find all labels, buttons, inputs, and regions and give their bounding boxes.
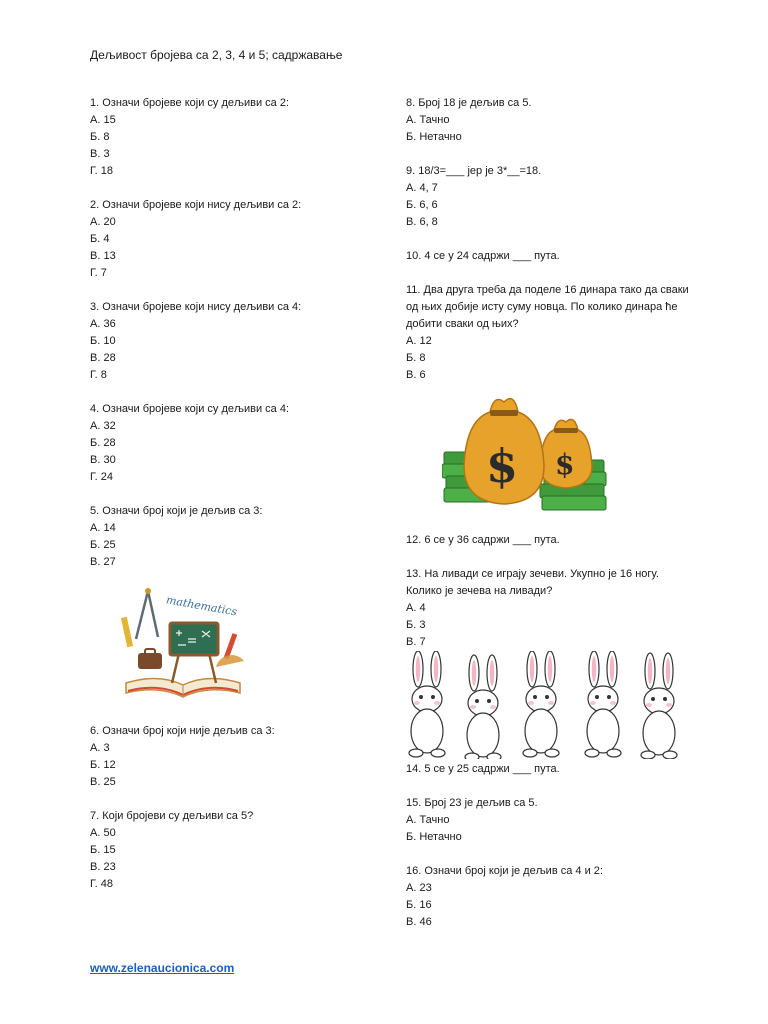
question-6	[90, 723, 390, 791]
answer-option[interactable]: В. 3	[90, 148, 110, 160]
question-text: 9. 18/3=___ јер је 3*__=18.	[406, 165, 542, 177]
mathematics-illustration	[118, 581, 248, 706]
question-9	[406, 163, 696, 231]
svg-text:$: $	[555, 448, 575, 481]
answer-option[interactable]: А. 3	[90, 742, 110, 754]
rabbit-5	[641, 653, 677, 759]
question-13	[406, 566, 696, 759]
answer-option[interactable]: Б. 16	[406, 899, 432, 911]
footer-website-link[interactable]: www.zelenaucionica.com	[90, 961, 235, 975]
question-text: 6. Означи број који није дељив са 3:	[90, 725, 275, 737]
answer-option[interactable]: А. 23	[406, 882, 432, 894]
money-bags-illustration	[442, 390, 612, 515]
question-3	[90, 299, 390, 384]
answer-option[interactable]: А. 15	[90, 114, 116, 126]
answer-option[interactable]: А. 12	[406, 335, 432, 347]
answer-option[interactable]: В. 6	[406, 369, 426, 381]
question-text: 15. Број 23 је дељив са 5.	[406, 797, 538, 809]
answer-option[interactable]: В. 6, 8	[406, 216, 438, 228]
question-14	[406, 761, 696, 778]
question-text: 14. 5 се у 25 садржи ___ пута.	[406, 763, 560, 775]
question-text: 3. Означи бројеве који нису дељиви са 4:	[90, 301, 302, 313]
question-text: 7. Који бројеви су дељиви са 5?	[90, 810, 254, 822]
answer-option[interactable]: Б. 3	[406, 619, 426, 631]
answer-option[interactable]: В. 13	[90, 250, 116, 262]
question-4	[90, 401, 390, 486]
answer-option[interactable]: Б. Нетачно	[406, 831, 462, 843]
answer-option[interactable]: В. 30	[90, 454, 116, 466]
answer-option[interactable]: Б. 12	[90, 759, 116, 771]
question-15	[406, 795, 696, 846]
question-text: 16. Означи број који је дељив са 4 и 2:	[406, 865, 603, 877]
answer-option[interactable]: Б. 28	[90, 437, 116, 449]
question-text: 11. Два друга треба да поделе 16 динара тако да сваки од њих добије исту суму новца. По колико динара ће добити сваки од њих?	[406, 284, 689, 330]
illustration-word: mathematics	[165, 593, 239, 619]
question-text: 1. Означи бројеве који су дељиви са 2:	[90, 97, 289, 109]
question-text: 5. Означи број који је дељив са 3:	[90, 505, 263, 517]
answer-option[interactable]: Б. 6, 6	[406, 199, 438, 211]
answer-option[interactable]: Г. 48	[90, 878, 113, 890]
answer-option[interactable]: В. 27	[90, 556, 116, 568]
answer-option[interactable]: А. 14	[90, 522, 116, 534]
question-5	[90, 503, 390, 706]
answer-option[interactable]: Г. 7	[90, 267, 107, 279]
answer-option[interactable]: А. 20	[90, 216, 116, 228]
answer-option[interactable]: В. 7	[406, 636, 426, 648]
answer-option[interactable]: А. 4	[406, 602, 426, 614]
question-text: 2. Означи бројеве који нису дељиви са 2:	[90, 199, 302, 211]
answer-option[interactable]: Б. 25	[90, 539, 116, 551]
rabbit-1	[409, 651, 445, 757]
answer-option[interactable]: Б. 8	[406, 352, 426, 364]
page-title: Дељивост бројева са 2, 3, 4 и 5; садржавање	[90, 48, 343, 62]
answer-option[interactable]: А. 32	[90, 420, 116, 432]
answer-option[interactable]: А. 36	[90, 318, 116, 330]
question-11	[406, 282, 696, 515]
rabbits-illustration	[404, 651, 684, 759]
question-12	[406, 532, 696, 549]
answer-option[interactable]: Б. 15	[90, 844, 116, 856]
question-10	[406, 248, 696, 265]
answer-option[interactable]: Б. 8	[90, 131, 110, 143]
rabbit-4	[585, 651, 621, 757]
answer-option[interactable]: А. Тачно	[406, 114, 450, 126]
answer-option[interactable]: Б. Нетачно	[406, 131, 462, 143]
answer-option[interactable]: В. 28	[90, 352, 116, 364]
answer-option[interactable]: А. Тачно	[406, 814, 450, 826]
rabbit-3	[523, 651, 559, 757]
question-2	[90, 197, 390, 282]
question-8	[406, 95, 696, 146]
rabbit-2	[465, 655, 501, 759]
question-text: 4. Означи бројеве који су дељиви са 4:	[90, 403, 289, 415]
question-1	[90, 95, 390, 180]
question-7	[90, 808, 390, 893]
answer-option[interactable]: Г. 8	[90, 369, 107, 381]
question-text: 8. Број 18 је дељив са 5.	[406, 97, 532, 109]
left-column	[90, 95, 390, 893]
question-text: 12. 6 се у 36 садржи ___ пута.	[406, 534, 560, 546]
answer-option[interactable]: В. 25	[90, 776, 116, 788]
question-text: 10. 4 се у 24 садржи ___ пута.	[406, 250, 560, 262]
answer-option[interactable]: Б. 4	[90, 233, 110, 245]
right-column	[406, 95, 696, 931]
answer-option[interactable]: Г. 18	[90, 165, 113, 177]
question-16	[406, 863, 696, 931]
question-text: 13. На ливади се играју зечеви. Укупно је 16 ногу. Колико је зечева на ливади?	[406, 568, 659, 597]
svg-text:$: $	[486, 439, 519, 493]
answer-option[interactable]: А. 4, 7	[406, 182, 438, 194]
answer-option[interactable]: А. 50	[90, 827, 116, 839]
answer-option[interactable]: В. 46	[406, 916, 432, 928]
answer-option[interactable]: Г. 24	[90, 471, 113, 483]
answer-option[interactable]: Б. 10	[90, 335, 116, 347]
answer-option[interactable]: В. 23	[90, 861, 116, 873]
